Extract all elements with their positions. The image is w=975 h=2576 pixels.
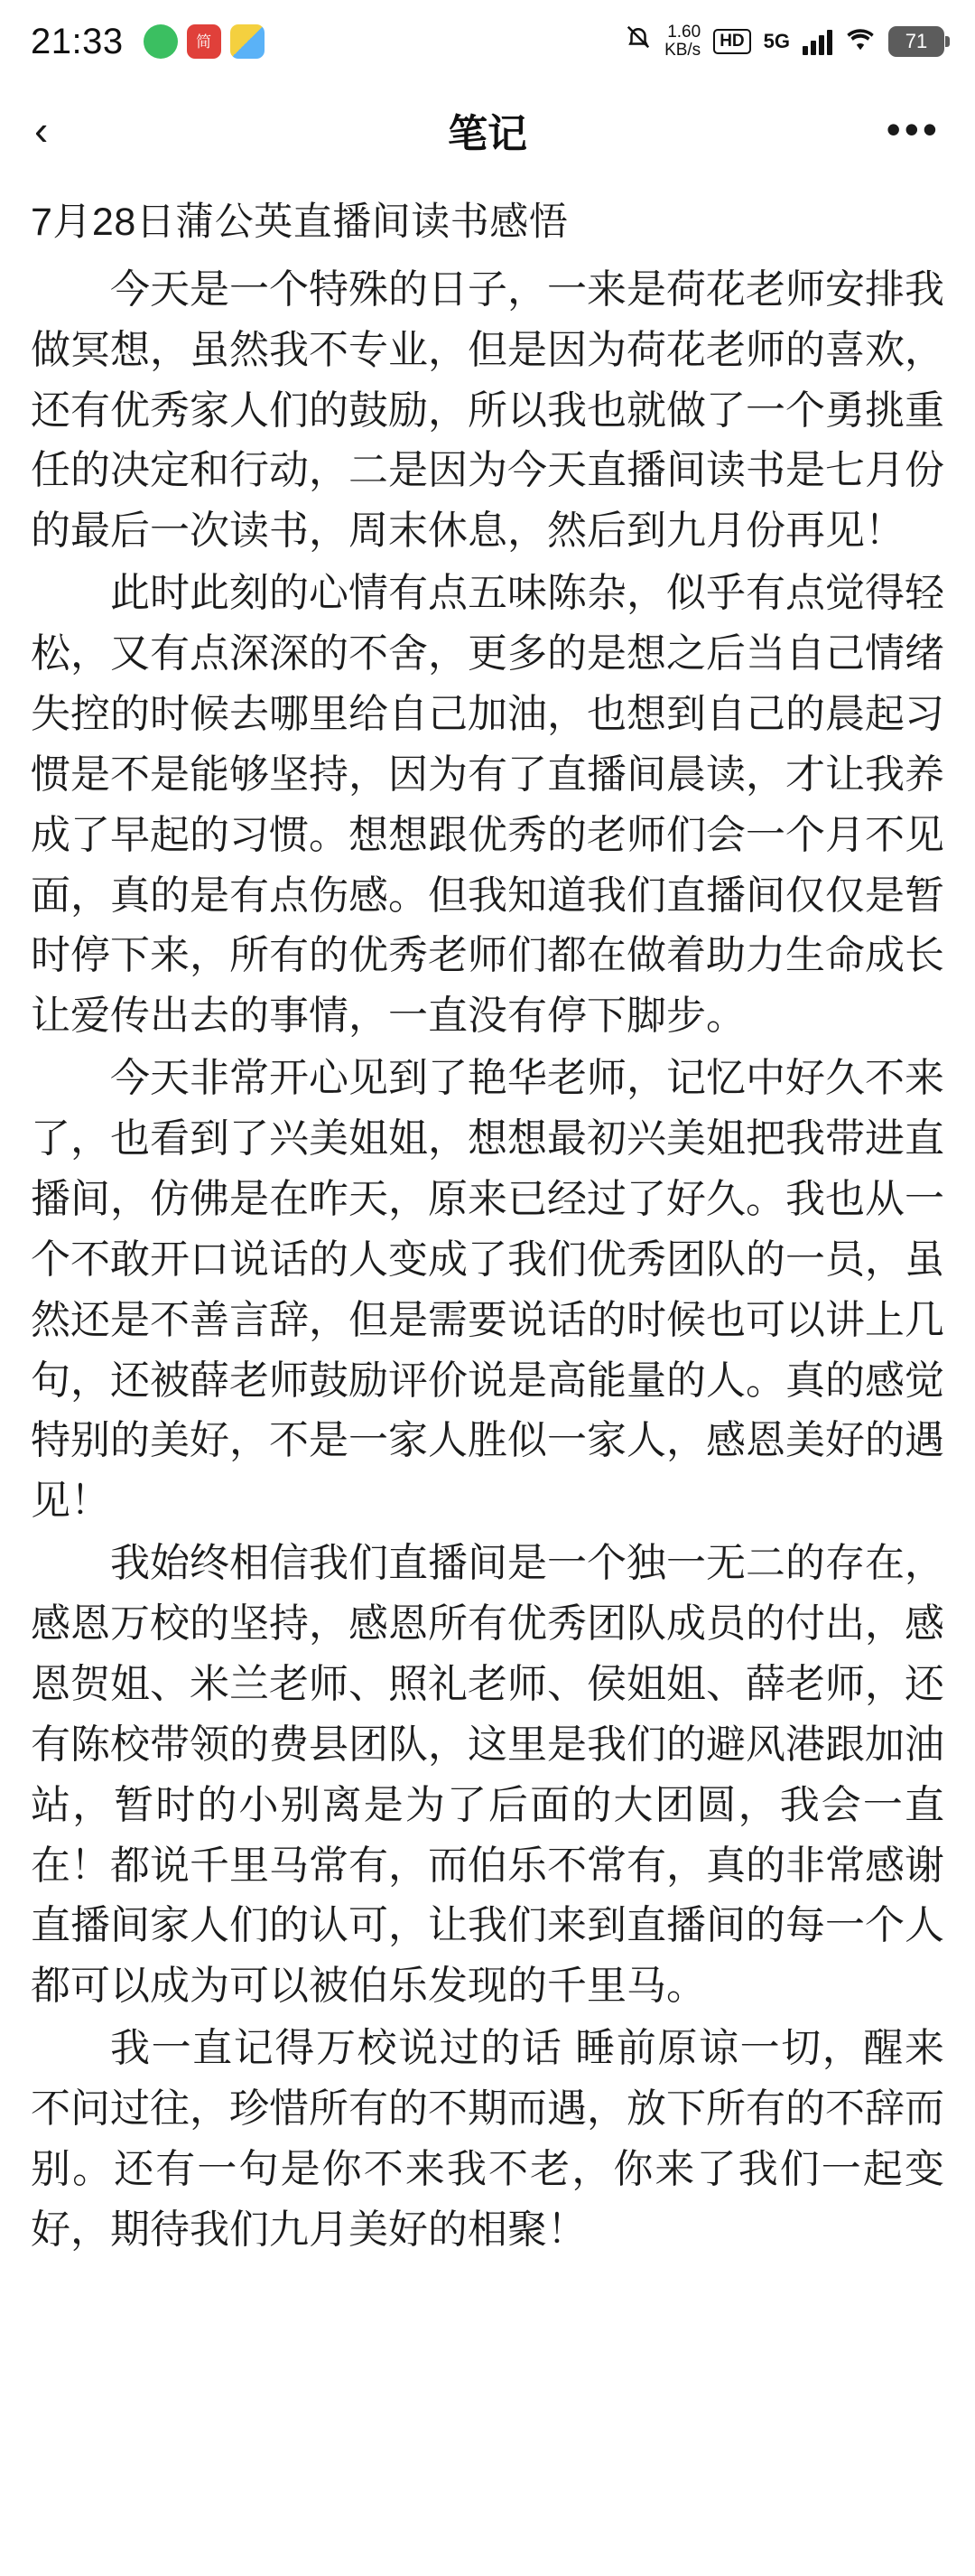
note-paragraph: 我一直记得万校说过的话 睡前原谅一切，醒来不问过往，珍惜所有的不期而遇，放下所有的不辞而别。还有一句是你不来我不老，你来了我们一起变好，期待我们九月美好的相聚！ xyxy=(31,2026,944,2252)
more-horizontal-icon[interactable]: ••• xyxy=(886,106,941,154)
navigation-bar xyxy=(0,83,975,177)
signal-bars-icon xyxy=(803,28,832,55)
status-bar xyxy=(0,0,975,83)
network-speed-value: 1.60 xyxy=(667,23,701,42)
note-paragraph: 今天非常开心见到了艳华老师，记忆中好久不来了，也看到了兴美姐姐，想想最初兴美姐把我带进直播间，仿佛是在昨天，原来已经过了好久。我也从一个不敢开口说话的人变成了我们优秀团队的一员，虽然还是不善言辞，但是需要说话的时候也可以讲上几句，还被薛老师鼓励评价说是高能量的人。真的感觉特别的美好，不是一家人胜似一家人，感恩美好的遇见！ xyxy=(31,1056,944,1524)
note-paragraph: 我始终相信我们直播间是一个独一无二的存在，感恩万校的坚持，感恩所有优秀团队成员的付出，感恩贺姐、米兰老师、照礼老师、侯姐姐、薛老师，还有陈校带领的费县团队，这里是我们的避风港跟加油站，暂时的小别离是为了后面的大团圆，我会一直在！都说千里马常有，而伯乐不常有，真的非常感谢直播间家人们的认可，让我们来到直播间的每一个人都可以成为可以被伯乐发现的千里马。 xyxy=(31,1541,944,2009)
network-type-label: 5G xyxy=(763,30,790,52)
chevron-left-icon[interactable]: ‹ xyxy=(34,107,49,154)
red-app-badge-icon: 简 xyxy=(187,24,221,59)
status-left-icons xyxy=(144,24,265,59)
network-speed-unit: KB/s xyxy=(664,41,701,60)
multicolor-app-badge-icon xyxy=(230,24,265,59)
note-paragraph: 此时此刻的心情有点五味陈杂，似乎有点觉得轻松，又有点深深的不舍，更多的是想之后当自己情绪失控的时候去哪里给自己加油，也想到自己的晨起习惯是不是能够坚持，因为有了直播间晨读，才让我养成了早起的习惯。想想跟优秀的老师们会一个月不见面，真的是有点伤感。但我知道我们直播间仅仅是暂时停下来，所有的优秀老师们都在做着助力生命成长让爱传出去的事情，一直没有停下脚步。 xyxy=(31,571,944,1039)
hd-icon: HD xyxy=(713,29,750,54)
wifi-icon xyxy=(845,23,876,61)
status-right-icons xyxy=(625,22,944,61)
note-title: 7月28日蒲公英直播间读书感悟 xyxy=(31,201,569,244)
note-content xyxy=(0,177,975,2261)
note-paragraph: 今天是一个特殊的日子，一来是荷花老师安排我做冥想，虽然我不专业，但是因为荷花老师的喜欢，还有优秀家人们的鼓励，所以我也就做了一个勇挑重任的决定和行动，二是因为今天直播间读书是七月份的最后一次读书，周末休息，然后到九月份再见！ xyxy=(31,266,944,554)
status-time: 21:33 xyxy=(31,21,124,61)
page-title: 笔记 xyxy=(448,112,527,156)
mute-bell-icon xyxy=(625,22,652,61)
network-speed xyxy=(664,23,701,60)
battery-indicator: 71 xyxy=(888,26,944,57)
green-dot-icon xyxy=(144,24,178,59)
